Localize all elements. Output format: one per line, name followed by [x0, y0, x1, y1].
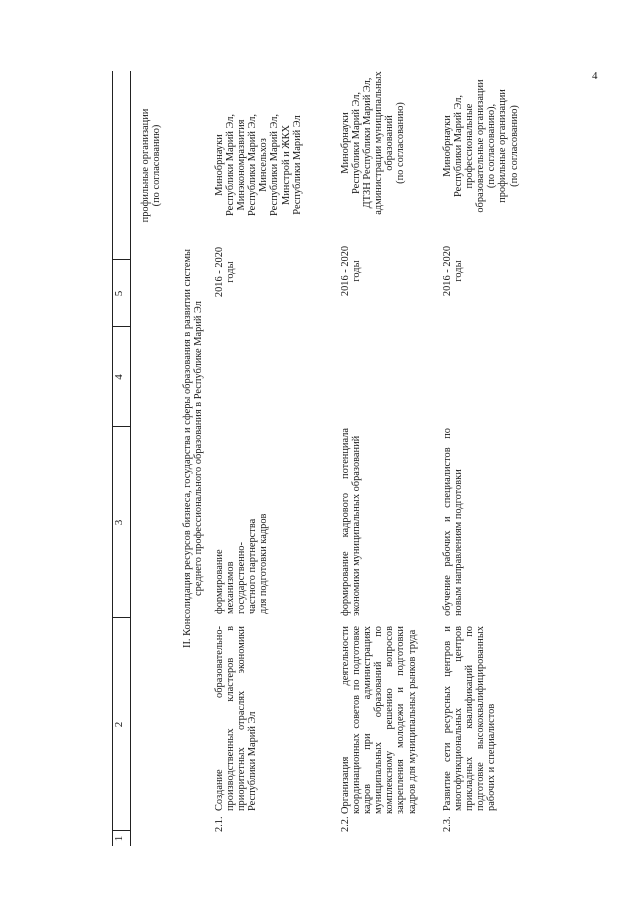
rotated-table: [112, 71, 564, 846]
row-task: Развитие сети ресурсных центров и многофункциональных центров прикладных квалификаций по подготовке высококвалифицированных рабочих и специалистов: [442, 626, 498, 811]
column-number: 4: [113, 374, 125, 380]
row-number: 2.1.: [214, 816, 225, 832]
column-number: 5: [113, 290, 125, 297]
row-result: обучение рабочих и специалистов по новым направлениям подготовки: [442, 428, 465, 616]
row-task: Организация деятельности координационных советов по подготовке кадров при администрациях муниципальных образований по комплексному решению вопросов закрепления молодежи и подготовки кадров для муниципальных рынков труда: [340, 626, 418, 814]
row-period: 2016 - 2020 годы: [214, 246, 237, 298]
row-task: Создание образовательно-производственных кластеров в приоритетных отраслях экономики Республики Марий Эл: [214, 626, 259, 811]
row-number: 2.3.: [442, 816, 453, 832]
column-number: 1: [113, 835, 125, 842]
row-number: 2.2.: [340, 816, 351, 832]
table-top-rule: [112, 71, 113, 846]
row-period: 2016 - 2020 годы: [442, 245, 465, 297]
row-period: 2016 - 2020 годы: [340, 245, 363, 297]
section-title-line2: среднего профессионального образования в Республике Марий Эл: [193, 301, 204, 596]
continuation-col5: профильные организации (по согласованию): [140, 108, 163, 223]
section-title-line1: II. Консолидация ресурсов бизнеса, государства и сферы образования в развитии системы: [182, 248, 193, 649]
row-executors: Минобрнауки Республики Марий Эл, профессиональные образовательные организации (по согласованию), профильные организации (по согласованию): [442, 79, 520, 213]
row-result: формирование кадрового потенциала экономики муниципальных образований: [340, 428, 363, 616]
row-result: формирование механизмов государственно-частного партнерства для подготовки кадров: [214, 513, 270, 614]
row-executors: Минобрнауки Республики Марий Эл, Минэкономразвития Республики Марий Эл, Минсельхоз Республики Марий Эл, Минстрой и ЖКХ Республики Марий Эл: [214, 114, 303, 216]
column-number: 3: [113, 519, 125, 526]
column-number: 2: [113, 721, 125, 728]
page-number: 4: [592, 70, 598, 82]
header-bottom-rule: [130, 71, 131, 846]
row-executors: Минобрнауки Республики Марий Эл, ДТЗН Республики Марий Эл, администрации муниципальных образований (по согласованию): [340, 71, 407, 215]
